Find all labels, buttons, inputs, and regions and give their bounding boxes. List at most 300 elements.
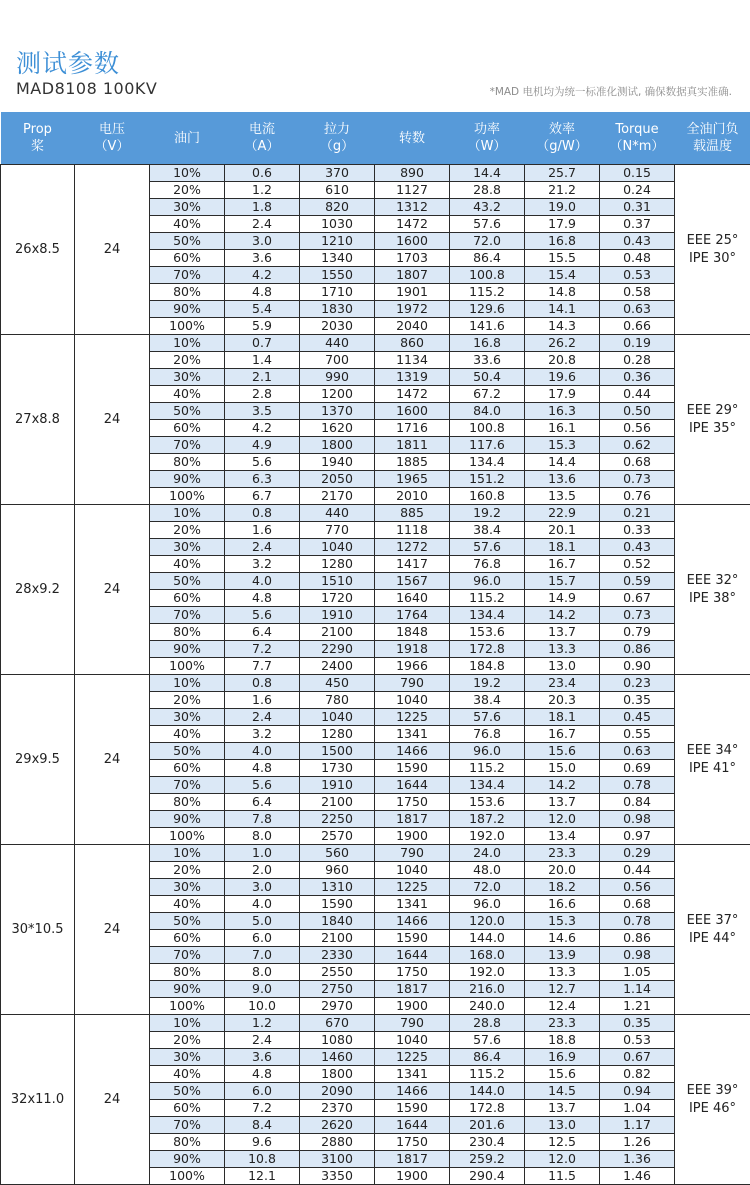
- efficiency-cell: 16.7: [525, 556, 600, 573]
- power-cell: 115.2: [450, 284, 525, 301]
- throttle-cell: 50%: [150, 1083, 225, 1100]
- efficiency-cell: 13.0: [525, 1117, 600, 1134]
- prop-size-cell: 30*10.5: [1, 845, 75, 1015]
- voltage-cell: 24: [75, 845, 150, 1015]
- thrust-cell: 1280: [300, 726, 375, 743]
- thrust-cell: 1720: [300, 590, 375, 607]
- current-cell: 2.4: [225, 216, 300, 233]
- throttle-cell: 80%: [150, 454, 225, 471]
- voltage-cell: 24: [75, 165, 150, 335]
- throttle-cell: 90%: [150, 641, 225, 658]
- col-header-current: 电流 （A）: [225, 112, 300, 165]
- thrust-cell: 2290: [300, 641, 375, 658]
- throttle-cell: 60%: [150, 930, 225, 947]
- throttle-cell: 40%: [150, 1066, 225, 1083]
- throttle-cell: 20%: [150, 182, 225, 199]
- torque-cell: 0.78: [600, 777, 675, 794]
- prop-size-cell: 26x8.5: [1, 165, 75, 335]
- torque-cell: 1.04: [600, 1100, 675, 1117]
- throttle-cell: 100%: [150, 1168, 225, 1185]
- thrust-cell: 1800: [300, 1066, 375, 1083]
- power-cell: 120.0: [450, 913, 525, 930]
- current-cell: 5.9: [225, 318, 300, 335]
- power-cell: 86.4: [450, 250, 525, 267]
- rpm-cell: 1341: [375, 1066, 450, 1083]
- current-cell: 3.5: [225, 403, 300, 420]
- power-cell: 129.6: [450, 301, 525, 318]
- torque-cell: 0.63: [600, 743, 675, 760]
- rpm-cell: 1764: [375, 607, 450, 624]
- power-cell: 57.6: [450, 709, 525, 726]
- throttle-cell: 100%: [150, 488, 225, 505]
- throttle-cell: 10%: [150, 845, 225, 862]
- test-note: *MAD 电机均为统一标准化测试, 确保数据真实准确.: [490, 84, 732, 99]
- efficiency-cell: 19.0: [525, 199, 600, 216]
- current-cell: 1.2: [225, 182, 300, 199]
- thrust-cell: 1940: [300, 454, 375, 471]
- current-cell: 2.0: [225, 862, 300, 879]
- rpm-cell: 1319: [375, 369, 450, 386]
- power-cell: 43.2: [450, 199, 525, 216]
- throttle-cell: 10%: [150, 675, 225, 692]
- thrust-cell: 1310: [300, 879, 375, 896]
- power-cell: 24.0: [450, 845, 525, 862]
- current-cell: 9.6: [225, 1134, 300, 1151]
- rpm-cell: 1900: [375, 828, 450, 845]
- torque-cell: 0.35: [600, 692, 675, 709]
- torque-cell: 1.46: [600, 1168, 675, 1185]
- torque-cell: 0.86: [600, 930, 675, 947]
- thrust-cell: 2400: [300, 658, 375, 675]
- current-cell: 4.2: [225, 267, 300, 284]
- col-header-thrust: 拉力 （g）: [300, 112, 375, 165]
- thrust-cell: 700: [300, 352, 375, 369]
- torque-cell: 0.76: [600, 488, 675, 505]
- current-cell: 7.7: [225, 658, 300, 675]
- efficiency-cell: 12.5: [525, 1134, 600, 1151]
- torque-cell: 0.24: [600, 182, 675, 199]
- current-cell: 1.2: [225, 1015, 300, 1032]
- efficiency-cell: 14.9: [525, 590, 600, 607]
- torque-cell: 0.29: [600, 845, 675, 862]
- power-cell: 141.6: [450, 318, 525, 335]
- current-cell: 6.4: [225, 794, 300, 811]
- torque-cell: 0.56: [600, 879, 675, 896]
- rpm-cell: 790: [375, 845, 450, 862]
- thrust-cell: 610: [300, 182, 375, 199]
- efficiency-cell: 16.6: [525, 896, 600, 913]
- power-cell: 72.0: [450, 233, 525, 250]
- thrust-cell: 2570: [300, 828, 375, 845]
- efficiency-cell: 13.9: [525, 947, 600, 964]
- torque-cell: 0.79: [600, 624, 675, 641]
- col-header-prop: Prop 桨: [1, 112, 75, 165]
- rpm-cell: 1716: [375, 420, 450, 437]
- power-cell: 134.4: [450, 454, 525, 471]
- efficiency-cell: 15.0: [525, 760, 600, 777]
- rpm-cell: 1466: [375, 743, 450, 760]
- efficiency-cell: 18.1: [525, 709, 600, 726]
- efficiency-cell: 20.0: [525, 862, 600, 879]
- thrust-cell: 2050: [300, 471, 375, 488]
- rpm-cell: 1703: [375, 250, 450, 267]
- rpm-cell: 1040: [375, 1032, 450, 1049]
- table-body: [1, 165, 750, 1185]
- rpm-cell: 1567: [375, 573, 450, 590]
- throttle-cell: 60%: [150, 760, 225, 777]
- throttle-cell: 30%: [150, 539, 225, 556]
- current-cell: 2.4: [225, 709, 300, 726]
- throttle-cell: 20%: [150, 522, 225, 539]
- torque-cell: 0.56: [600, 420, 675, 437]
- temp-eee: EEE 37°: [675, 912, 750, 930]
- throttle-cell: 100%: [150, 318, 225, 335]
- efficiency-cell: 18.8: [525, 1032, 600, 1049]
- current-cell: 6.3: [225, 471, 300, 488]
- torque-cell: 0.31: [600, 199, 675, 216]
- power-cell: 160.8: [450, 488, 525, 505]
- current-cell: 2.4: [225, 539, 300, 556]
- torque-cell: 0.35: [600, 1015, 675, 1032]
- efficiency-cell: 13.7: [525, 624, 600, 641]
- efficiency-cell: 20.1: [525, 522, 600, 539]
- rpm-cell: 2010: [375, 488, 450, 505]
- current-cell: 6.4: [225, 624, 300, 641]
- rpm-cell: 1040: [375, 692, 450, 709]
- throttle-cell: 30%: [150, 369, 225, 386]
- full-load-temp-cell: [675, 165, 750, 335]
- efficiency-cell: 16.8: [525, 233, 600, 250]
- current-cell: 5.6: [225, 777, 300, 794]
- rpm-cell: 1417: [375, 556, 450, 573]
- current-cell: 1.8: [225, 199, 300, 216]
- torque-cell: 0.78: [600, 913, 675, 930]
- throttle-cell: 40%: [150, 386, 225, 403]
- thrust-cell: 1200: [300, 386, 375, 403]
- current-cell: 6.0: [225, 1083, 300, 1100]
- rpm-cell: 1750: [375, 964, 450, 981]
- voltage-cell: 24: [75, 505, 150, 675]
- efficiency-cell: 15.6: [525, 1066, 600, 1083]
- current-cell: 5.4: [225, 301, 300, 318]
- rpm-cell: 1807: [375, 267, 450, 284]
- current-cell: 1.6: [225, 522, 300, 539]
- thrust-cell: 780: [300, 692, 375, 709]
- power-cell: 151.2: [450, 471, 525, 488]
- thrust-cell: 2100: [300, 930, 375, 947]
- efficiency-cell: 16.9: [525, 1049, 600, 1066]
- rpm-cell: 1644: [375, 777, 450, 794]
- throttle-cell: 70%: [150, 607, 225, 624]
- prop-size-cell: 32x11.0: [1, 1015, 75, 1185]
- rpm-cell: 1127: [375, 182, 450, 199]
- current-cell: 1.4: [225, 352, 300, 369]
- power-cell: 96.0: [450, 573, 525, 590]
- voltage-cell: 24: [75, 335, 150, 505]
- efficiency-cell: 14.3: [525, 318, 600, 335]
- efficiency-cell: 23.4: [525, 675, 600, 692]
- torque-cell: 0.33: [600, 522, 675, 539]
- thrust-cell: 1620: [300, 420, 375, 437]
- rpm-cell: 1466: [375, 913, 450, 930]
- power-cell: 86.4: [450, 1049, 525, 1066]
- rpm-cell: 1272: [375, 539, 450, 556]
- throttle-cell: 40%: [150, 896, 225, 913]
- current-cell: 4.8: [225, 590, 300, 607]
- efficiency-cell: 13.6: [525, 471, 600, 488]
- thrust-cell: 1910: [300, 777, 375, 794]
- torque-cell: 0.73: [600, 607, 675, 624]
- rpm-cell: 1817: [375, 981, 450, 998]
- power-cell: 115.2: [450, 1066, 525, 1083]
- current-cell: 5.6: [225, 454, 300, 471]
- current-cell: 2.4: [225, 1032, 300, 1049]
- throttle-cell: 100%: [150, 998, 225, 1015]
- throttle-cell: 10%: [150, 1015, 225, 1032]
- torque-cell: 0.68: [600, 896, 675, 913]
- thrust-cell: 450: [300, 675, 375, 692]
- efficiency-cell: 14.5: [525, 1083, 600, 1100]
- current-cell: 12.1: [225, 1168, 300, 1185]
- throttle-cell: 20%: [150, 862, 225, 879]
- rpm-cell: 860: [375, 335, 450, 352]
- table-row: [1, 845, 750, 862]
- temp-eee: EEE 25°: [675, 232, 750, 250]
- thrust-cell: 370: [300, 165, 375, 182]
- torque-cell: 0.86: [600, 641, 675, 658]
- current-cell: 2.1: [225, 369, 300, 386]
- efficiency-cell: 12.7: [525, 981, 600, 998]
- power-cell: 67.2: [450, 386, 525, 403]
- current-cell: 1.6: [225, 692, 300, 709]
- temp-eee: EEE 39°: [675, 1082, 750, 1100]
- page-title: 测试参数: [16, 44, 120, 80]
- rpm-cell: 1341: [375, 896, 450, 913]
- power-cell: 115.2: [450, 590, 525, 607]
- current-cell: 6.0: [225, 930, 300, 947]
- throttle-cell: 50%: [150, 573, 225, 590]
- efficiency-cell: 14.8: [525, 284, 600, 301]
- table-row: [1, 505, 750, 522]
- thrust-cell: 2620: [300, 1117, 375, 1134]
- full-load-temp-cell: [675, 1015, 750, 1185]
- efficiency-cell: 14.6: [525, 930, 600, 947]
- temp-ipe: IPE 35°: [675, 420, 750, 438]
- throttle-cell: 60%: [150, 250, 225, 267]
- col-header-efficiency: 效率 （g/W）: [525, 112, 600, 165]
- rpm-cell: 790: [375, 675, 450, 692]
- rpm-cell: 1600: [375, 403, 450, 420]
- torque-cell: 0.52: [600, 556, 675, 573]
- col-header-throttle: 油门: [150, 112, 225, 165]
- thrust-cell: 2330: [300, 947, 375, 964]
- throttle-cell: 20%: [150, 692, 225, 709]
- rpm-cell: 1966: [375, 658, 450, 675]
- torque-cell: 0.37: [600, 216, 675, 233]
- torque-cell: 0.48: [600, 250, 675, 267]
- throttle-cell: 40%: [150, 726, 225, 743]
- throttle-cell: 90%: [150, 301, 225, 318]
- full-load-temp-cell: [675, 845, 750, 1015]
- rpm-cell: 1750: [375, 794, 450, 811]
- thrust-cell: 440: [300, 505, 375, 522]
- temp-ipe: IPE 41°: [675, 760, 750, 778]
- throttle-cell: 30%: [150, 879, 225, 896]
- current-cell: 3.2: [225, 726, 300, 743]
- thrust-cell: 2370: [300, 1100, 375, 1117]
- torque-cell: 0.44: [600, 862, 675, 879]
- rpm-cell: 1466: [375, 1083, 450, 1100]
- thrust-cell: 820: [300, 199, 375, 216]
- thrust-cell: 1370: [300, 403, 375, 420]
- power-cell: 96.0: [450, 743, 525, 760]
- torque-cell: 0.94: [600, 1083, 675, 1100]
- test-parameter-table: [0, 112, 750, 1185]
- current-cell: 7.2: [225, 641, 300, 658]
- current-cell: 4.2: [225, 420, 300, 437]
- power-cell: 72.0: [450, 879, 525, 896]
- power-cell: 230.4: [450, 1134, 525, 1151]
- table-row: [1, 1015, 750, 1032]
- torque-cell: 1.17: [600, 1117, 675, 1134]
- power-cell: 100.8: [450, 267, 525, 284]
- throttle-cell: 70%: [150, 437, 225, 454]
- power-cell: 100.8: [450, 420, 525, 437]
- thrust-cell: 2750: [300, 981, 375, 998]
- throttle-cell: 50%: [150, 913, 225, 930]
- torque-cell: 1.05: [600, 964, 675, 981]
- torque-cell: 0.45: [600, 709, 675, 726]
- rpm-cell: 1472: [375, 386, 450, 403]
- throttle-cell: 20%: [150, 1032, 225, 1049]
- power-cell: 33.6: [450, 352, 525, 369]
- table-row: [1, 675, 750, 692]
- current-cell: 8.4: [225, 1117, 300, 1134]
- current-cell: 8.0: [225, 964, 300, 981]
- thrust-cell: 990: [300, 369, 375, 386]
- thrust-cell: 1830: [300, 301, 375, 318]
- prop-size-cell: 28x9.2: [1, 505, 75, 675]
- temp-ipe: IPE 46°: [675, 1100, 750, 1118]
- current-cell: 3.0: [225, 879, 300, 896]
- thrust-cell: 1550: [300, 267, 375, 284]
- rpm-cell: 1341: [375, 726, 450, 743]
- throttle-cell: 20%: [150, 352, 225, 369]
- torque-cell: 0.84: [600, 794, 675, 811]
- power-cell: 117.6: [450, 437, 525, 454]
- efficiency-cell: 16.3: [525, 403, 600, 420]
- throttle-cell: 80%: [150, 284, 225, 301]
- rpm-cell: 2040: [375, 318, 450, 335]
- torque-cell: 0.43: [600, 539, 675, 556]
- rpm-cell: 890: [375, 165, 450, 182]
- efficiency-cell: 14.4: [525, 454, 600, 471]
- col-header-full-load-temp: 全油门负 载温度: [675, 112, 750, 165]
- current-cell: 9.0: [225, 981, 300, 998]
- power-cell: 50.4: [450, 369, 525, 386]
- col-header-torque: Torque （N*m）: [600, 112, 675, 165]
- table-row: [1, 335, 750, 352]
- power-cell: 28.8: [450, 1015, 525, 1032]
- power-cell: 144.0: [450, 930, 525, 947]
- power-cell: 184.8: [450, 658, 525, 675]
- current-cell: 0.7: [225, 335, 300, 352]
- current-cell: 10.0: [225, 998, 300, 1015]
- thrust-cell: 560: [300, 845, 375, 862]
- rpm-cell: 1590: [375, 1100, 450, 1117]
- motor-model: MAD8108 100KV: [16, 79, 157, 98]
- throttle-cell: 80%: [150, 624, 225, 641]
- current-cell: 7.2: [225, 1100, 300, 1117]
- efficiency-cell: 17.9: [525, 216, 600, 233]
- thrust-cell: 2030: [300, 318, 375, 335]
- current-cell: 3.2: [225, 556, 300, 573]
- throttle-cell: 10%: [150, 335, 225, 352]
- thrust-cell: 2550: [300, 964, 375, 981]
- torque-cell: 1.26: [600, 1134, 675, 1151]
- efficiency-cell: 18.1: [525, 539, 600, 556]
- power-cell: 192.0: [450, 828, 525, 845]
- throttle-cell: 10%: [150, 165, 225, 182]
- current-cell: 3.6: [225, 250, 300, 267]
- current-cell: 8.0: [225, 828, 300, 845]
- current-cell: 4.8: [225, 760, 300, 777]
- rpm-cell: 1817: [375, 1151, 450, 1168]
- thrust-cell: 2970: [300, 998, 375, 1015]
- thrust-cell: 3100: [300, 1151, 375, 1168]
- rpm-cell: 1225: [375, 1049, 450, 1066]
- efficiency-cell: 16.1: [525, 420, 600, 437]
- throttle-cell: 90%: [150, 811, 225, 828]
- torque-cell: 0.68: [600, 454, 675, 471]
- rpm-cell: 1590: [375, 930, 450, 947]
- rpm-cell: 1644: [375, 1117, 450, 1134]
- thrust-cell: 2100: [300, 794, 375, 811]
- power-cell: 187.2: [450, 811, 525, 828]
- efficiency-cell: 21.2: [525, 182, 600, 199]
- rpm-cell: 1901: [375, 284, 450, 301]
- efficiency-cell: 22.9: [525, 505, 600, 522]
- thrust-cell: 1280: [300, 556, 375, 573]
- efficiency-cell: 20.3: [525, 692, 600, 709]
- thrust-cell: 1840: [300, 913, 375, 930]
- throttle-cell: 80%: [150, 964, 225, 981]
- torque-cell: 0.53: [600, 1032, 675, 1049]
- throttle-cell: 80%: [150, 794, 225, 811]
- torque-cell: 1.14: [600, 981, 675, 998]
- thrust-cell: 960: [300, 862, 375, 879]
- torque-cell: 0.97: [600, 828, 675, 845]
- rpm-cell: 1811: [375, 437, 450, 454]
- col-header-power: 功率 （W）: [450, 112, 525, 165]
- torque-cell: 0.63: [600, 301, 675, 318]
- rpm-cell: 1900: [375, 1168, 450, 1185]
- current-cell: 10.8: [225, 1151, 300, 1168]
- rpm-cell: 1644: [375, 947, 450, 964]
- power-cell: 38.4: [450, 692, 525, 709]
- throttle-cell: 70%: [150, 947, 225, 964]
- thrust-cell: 670: [300, 1015, 375, 1032]
- efficiency-cell: 13.7: [525, 794, 600, 811]
- voltage-cell: 24: [75, 1015, 150, 1185]
- power-cell: 172.8: [450, 641, 525, 658]
- efficiency-cell: 17.9: [525, 386, 600, 403]
- thrust-cell: 1730: [300, 760, 375, 777]
- thrust-cell: 2880: [300, 1134, 375, 1151]
- efficiency-cell: 18.2: [525, 879, 600, 896]
- power-cell: 76.8: [450, 556, 525, 573]
- throttle-cell: 70%: [150, 777, 225, 794]
